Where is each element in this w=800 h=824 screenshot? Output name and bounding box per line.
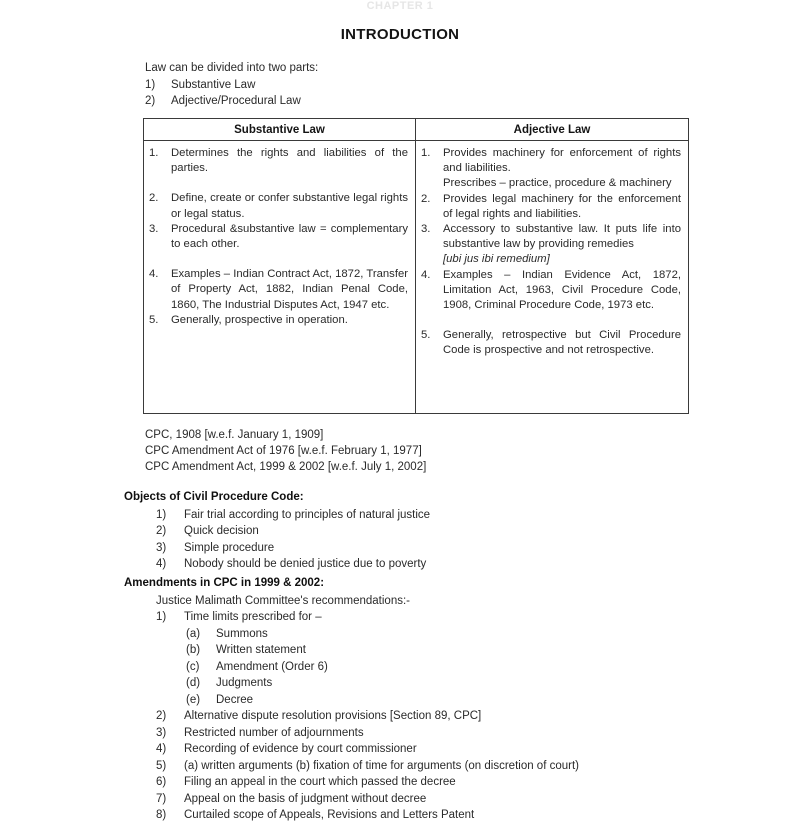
table-row (149, 146, 408, 176)
list-text: Procedural &substantive law = complementary to each other. (171, 222, 408, 251)
list-marker: 2) (156, 710, 167, 722)
amendments-list-item (156, 741, 644, 758)
amendments-sub-item (186, 692, 644, 709)
table-row (149, 313, 408, 328)
list-text: Generally, retrospective but Civil Procedure Code is prospective and not retrospective. (443, 329, 681, 357)
spacer (149, 176, 408, 191)
amendments-section (124, 575, 644, 824)
table-row (421, 192, 681, 222)
list-text: Appeal on the basis of judgment without decree (184, 792, 427, 805)
list-marker: (d) (186, 677, 201, 689)
objects-list-item (156, 507, 594, 524)
cpc-dates-block (145, 427, 426, 475)
list-text: Define, create or confer substantive legal rights or legal status. (171, 192, 408, 220)
list-marker: (a) (186, 627, 201, 640)
amendments-list-item (156, 708, 644, 725)
list-marker: 2. (149, 192, 159, 205)
cpc-date-line: CPC Amendment Act of 1976 [w.e.f. February 1, 1977] (145, 445, 422, 457)
table-row (421, 176, 681, 191)
list-text: Accessory to substantive law. It puts life into substantive law by providing remedies (443, 223, 681, 251)
table-row (421, 222, 681, 252)
amendments-list-item (156, 791, 644, 808)
list-marker: 2. (421, 192, 431, 205)
list-text: Prescribes – practice, procedure & machinery (443, 177, 672, 190)
list-text-latin-maxim: [ubi jus ibi remedium] (443, 253, 550, 266)
list-text: Determines the rights and liabilities of the parties. (171, 147, 408, 175)
list-marker: 5) (156, 759, 167, 772)
amendments-list-item (156, 725, 644, 742)
list-text: Provides legal machinery for the enforcement of legal rights and liabilities. (443, 192, 681, 220)
list-marker: 1. (149, 147, 159, 159)
table-cell-substantive (144, 141, 416, 413)
comparison-table (143, 118, 689, 414)
list-text: Restricted number of adjournments (184, 726, 364, 739)
list-text: Adjective/Procedural Law (171, 95, 301, 107)
list-text: Alternative dispute resolution provisions [Section 89, CPC] (184, 710, 482, 722)
list-marker: 5. (421, 329, 431, 342)
list-marker: 1. (421, 147, 431, 159)
list-text: Nobody should be denied justice due to poverty (184, 558, 427, 570)
list-text: (a) written arguments (b) fixation of time for arguments (on discretion of court) (184, 759, 579, 772)
list-text: Generally, prospective in operation. (171, 313, 348, 326)
list-text: Provides machinery for enforcement of rights and liabilities. (443, 147, 681, 175)
list-marker: 1) (145, 79, 156, 91)
list-marker: 1) (156, 508, 167, 521)
table-header-row (144, 119, 688, 141)
list-marker: 4) (156, 743, 167, 755)
chapter-label: CHAPTER 1 (366, 0, 434, 12)
list-marker: 2) (145, 95, 156, 107)
list-marker: 5. (149, 313, 159, 326)
list-text: Amendment (Order 6) (216, 660, 328, 673)
table-row (421, 252, 681, 267)
table-body (144, 141, 688, 413)
amendments-subheading: Justice Malimath Committee's recommendations:- (156, 594, 410, 607)
objects-heading: Objects of Civil Procedure Code: (124, 491, 304, 503)
objects-list-item (156, 540, 594, 557)
list-marker: 3) (156, 726, 167, 739)
amendments-list-item (156, 774, 644, 791)
list-text: Decree (216, 693, 254, 706)
list-marker: 4. (421, 268, 431, 281)
spacer (149, 252, 408, 267)
list-marker: 3. (421, 223, 431, 236)
list-marker: 1) (156, 611, 167, 623)
amendments-sub-item (186, 642, 644, 659)
list-marker: 2) (156, 525, 167, 537)
amendments-list-item (156, 758, 644, 775)
amendments-list-item (156, 807, 644, 824)
amendments-sub-item (186, 659, 644, 676)
amendments-heading: Amendments in CPC in 1999 & 2002: (124, 577, 325, 589)
list-marker: 6) (156, 776, 167, 788)
list-text: Examples – Indian Contract Act, 1872, Transfer of Property Act, 1882, Indian Penal Code, 1860, The Industrial Disputes Act, 1947 etc. (171, 268, 408, 311)
list-text: Fair trial according to principles of natural justice (184, 508, 431, 521)
spacer (421, 313, 681, 328)
list-marker: (b) (186, 644, 201, 656)
list-marker: 4. (149, 268, 159, 281)
list-text: Recording of evidence by court commissioner (184, 743, 417, 755)
table-row (149, 222, 408, 252)
table-cell-adjective (416, 141, 688, 413)
table-row (149, 267, 408, 313)
table-row (149, 191, 408, 221)
list-marker: 4) (156, 558, 167, 570)
list-marker: (e) (186, 693, 201, 706)
table-header-substantive: Substantive Law (144, 119, 416, 140)
list-text: Written statement (216, 644, 306, 656)
table-row (421, 328, 681, 358)
intro-block (145, 60, 565, 109)
list-text: Time limits prescribed for – (184, 611, 322, 623)
table-header-adjective: Adjective Law (513, 124, 591, 136)
objects-list-item (156, 556, 594, 573)
amendments-sub-item (186, 626, 644, 643)
intro-lead: Law can be divided into two parts: (145, 62, 319, 74)
list-marker: 7) (156, 792, 167, 805)
intro-list-item (145, 77, 565, 93)
list-marker: 3) (156, 541, 167, 554)
list-text: Simple procedure (184, 541, 275, 554)
list-text: Quick decision (184, 525, 259, 537)
table-row (421, 268, 681, 314)
list-text: Summons (216, 627, 268, 640)
cpc-date-line: CPC Amendment Act, 1999 & 2002 [w.e.f. July 1, 2002] (145, 461, 427, 473)
list-text: Judgments (216, 677, 273, 689)
list-marker: (c) (186, 660, 200, 673)
list-text: Examples – Indian Evidence Act, 1872, Limitation Act, 1963, Civil Procedure Code, 1908, Criminal Procedure Code, 1973 etc. (443, 268, 681, 312)
amendments-sub-item (186, 675, 644, 692)
table-row (421, 146, 681, 176)
intro-list-item (145, 93, 565, 109)
objects-list-item (156, 523, 594, 540)
cpc-date-line: CPC, 1908 [w.e.f. January 1, 1909] (145, 429, 324, 441)
list-text: Filing an appeal in the court which passed the decree (184, 776, 456, 788)
list-text: Curtailed scope of Appeals, Revisions and Letters Patent (184, 809, 475, 821)
objects-section (124, 489, 594, 573)
page-title: INTRODUCTION (340, 26, 460, 43)
amendments-list-item (156, 609, 644, 626)
list-marker: 3. (149, 222, 159, 235)
list-marker: 8) (156, 809, 167, 821)
list-text: Substantive Law (171, 79, 256, 91)
